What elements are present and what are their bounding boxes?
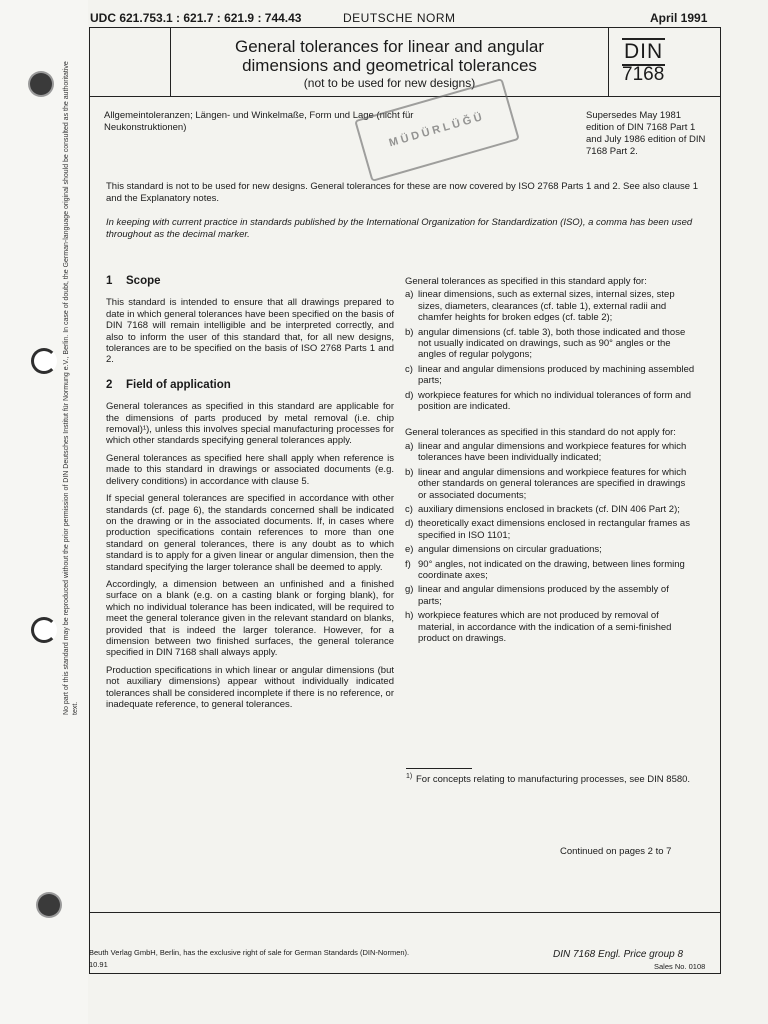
title-subtitle: (not to be used for new designs) bbox=[303, 76, 476, 90]
list-label: a) bbox=[405, 440, 414, 452]
list-label: d) bbox=[405, 518, 414, 530]
sales-number: Sales No. 0108 bbox=[654, 962, 706, 971]
title-box bbox=[170, 27, 609, 97]
paragraph: General tolerances as specified here shall apply when reference is made to this standard in drawings or associated documents (e.g. delivery conditions) in accordance with clause 5. bbox=[106, 452, 394, 487]
list-item bbox=[405, 390, 695, 413]
not-apply-intro: General tolerances as specified in this standard do not apply for: bbox=[405, 427, 676, 439]
title-line-1: General tolerances for linear and angular bbox=[234, 37, 545, 56]
list-text: linear and angular dimensions and workpiece features for which other standards on general tolerances are specified in drawings or associated documents; bbox=[418, 466, 687, 501]
list-label: c) bbox=[405, 363, 413, 375]
binder-ring-icon bbox=[31, 348, 57, 374]
list-text: workpiece features which are not produced by removal of material, in accordance with the indication of a semi-finished product on drawings. bbox=[418, 610, 672, 644]
list-text: linear and angular dimensions produced by machining assembled parts; bbox=[418, 363, 695, 387]
apply-list bbox=[405, 289, 695, 412]
scope-paragraph: This standard is intended to ensure that all drawings prepared to date in which general tolerances have been specified on the basis of DIN 7168 will remain intelligible and be interpreted correctly, and also to inform the user of this standard that, for all new designs, tolerances are to be specified on the basis of ISO 2768 Parts 1 and 2. bbox=[106, 297, 394, 366]
section-number: 2 bbox=[106, 378, 113, 391]
footnote-divider bbox=[406, 768, 472, 769]
list-item bbox=[405, 467, 695, 501]
footer-divider bbox=[89, 912, 720, 913]
paragraph: Production specifications in which linear or angular dimensions (but not auxiliary dimensions) appear without individually indicated tolerances shall be considered incomplete if there is no reference, or inadequate reference, to general tolerances. bbox=[106, 664, 394, 710]
list-item bbox=[405, 584, 695, 607]
title-line-2: dimensions and geometrical tolerances bbox=[242, 56, 537, 75]
list-label: g) bbox=[405, 584, 414, 596]
paragraph: If special general tolerances are specified in accordance with other standards (cf. page 6), the standards concerned shall be indicated on the drawing or in the associated documents. If, in cases where production specifications contain references to more than one standard on general tolerances, there is any doubt as to which standard is to apply for a given linear or angular dimension, then the standard specifying the larger tolerance shall be deemed to apply. bbox=[106, 493, 394, 573]
list-text: angular dimensions on circular graduations; bbox=[418, 544, 602, 556]
list-label: a) bbox=[405, 289, 414, 301]
punch-hole-icon bbox=[30, 73, 52, 95]
german-title: Allgemeintoleranzen; Längen- und Winkelmaße, Form und Lage (nicht für Neukonstruktionen) bbox=[104, 110, 414, 133]
left-margin-strip bbox=[0, 0, 88, 1024]
notice-text: This standard is not to be used for new designs. General tolerances for these are now covered by ISO 2768 Parts 1 and 2. See also clause 1 and the Explanatory notes. bbox=[106, 181, 698, 204]
list-label: b) bbox=[405, 466, 414, 478]
list-item bbox=[405, 441, 695, 464]
list-text: linear and angular dimensions and workpiece features for which tolerances have been individually indicated; bbox=[418, 440, 687, 464]
supersedes-note: Supersedes May 1981 edition of DIN 7168 Part 1 and July 1986 edition of DIN 7168 Part 2. bbox=[586, 110, 706, 157]
din-number: 7168 bbox=[622, 64, 665, 85]
publisher-note: Beuth Verlag GmbH, Berlin, has the exclusive right of sale for German Standards (DIN-Normen). bbox=[89, 948, 410, 957]
section-title: Field of application bbox=[126, 378, 231, 391]
right-column bbox=[405, 276, 695, 647]
list-label: e) bbox=[405, 544, 414, 556]
list-item bbox=[405, 504, 695, 515]
not-apply-list bbox=[405, 441, 695, 645]
list-text: theoretically exact dimensions enclosed in rectangular frames as specified in ISO 1101; bbox=[418, 518, 690, 541]
binder-ring-icon bbox=[31, 617, 57, 643]
list-item bbox=[405, 289, 695, 323]
list-label: f) bbox=[405, 558, 411, 570]
section-2-heading bbox=[106, 380, 394, 391]
list-text: auxiliary dimensions enclosed in brackets (cf. DIN 406 Part 2); bbox=[418, 503, 680, 515]
list-text: angular dimensions (cf. table 3), both those indicated and those not usually indicated on drawings, such as 90° angles or the angles of regular polygons; bbox=[418, 326, 686, 361]
section-number: 1 bbox=[106, 275, 113, 287]
section-1-heading bbox=[106, 276, 394, 287]
footnote bbox=[406, 774, 696, 785]
list-item bbox=[405, 544, 695, 555]
list-label: d) bbox=[405, 389, 414, 401]
header-divider bbox=[89, 96, 720, 97]
list-text: linear dimensions, such as external sizes, internal sizes, step sizes, diameters, clearances (cf. table 1), external radii and chamfer heights for broken edges (cf. table 2); bbox=[418, 289, 675, 324]
list-text: linear and angular dimensions produced by the assembly of parts; bbox=[418, 584, 669, 607]
copyright-side-note: No part of this standard may be reproduced without the prior permission of DIN Deutsches Institut für Normung e.V., Berlin. In case of doubt, the German-language original should be consulted as the authoritative text. bbox=[63, 61, 79, 715]
list-label: c) bbox=[405, 503, 413, 515]
document-reference: DIN 7168 Engl. Price group 8 bbox=[553, 949, 684, 960]
list-item bbox=[405, 518, 695, 541]
revision-code: 10.91 bbox=[89, 960, 108, 969]
list-item bbox=[405, 327, 695, 361]
udc-code: UDC 621.753.1 : 621.7 : 621.9 : 744.43 bbox=[90, 11, 302, 25]
left-column bbox=[106, 276, 394, 716]
apply-intro: General tolerances as specified in this standard apply for: bbox=[405, 276, 647, 287]
iso-note: In keeping with current practice in standards published by the International Organization for Standardization (ISO), a comma has been used throughout as the decimal marker. bbox=[106, 217, 693, 240]
footnote-mark: 1) bbox=[406, 773, 413, 780]
punch-hole-icon bbox=[38, 894, 60, 916]
list-text: 90° angles, not indicated on the drawing, between lines forming coordinate axes; bbox=[418, 558, 685, 581]
list-item bbox=[405, 610, 695, 644]
norm-label: DEUTSCHE NORM bbox=[343, 11, 456, 25]
din-logo: DIN bbox=[622, 38, 665, 66]
ink-stamp: MÜDÜRLÜĞÜ bbox=[354, 78, 520, 182]
section-title: Scope bbox=[126, 275, 161, 287]
list-text: workpiece features for which no individual tolerances of form and position are indicated. bbox=[418, 389, 692, 413]
list-item bbox=[405, 364, 695, 387]
list-label: h) bbox=[405, 610, 414, 622]
continued-note: Continued on pages 2 to 7 bbox=[560, 846, 672, 857]
paragraph: Accordingly, a dimension between an unfinished and a finished surface on a blank (e.g. on a casting blank or forging blank), for which no individual tolerance has been indicated, will be required to meet the general tolerance given in the relevant standard on blanks, provided that is indeed the larger tolerance. However, for a dimension between two finished surfaces, the general tolerance specified in DIN 7168 shall always apply. bbox=[106, 578, 394, 659]
issue-date: April 1991 bbox=[650, 11, 708, 25]
paragraph: General tolerances as specified in this standard are applicable for the dimensions of parts produced by metal removal (i.e. chip removal)¹), unless this involves special manufacturing processes for which other standards specifying general tolerances apply. bbox=[106, 401, 394, 447]
list-label: b) bbox=[405, 326, 414, 338]
footnote-text: For concepts relating to manufacturing processes, see DIN 8580. bbox=[416, 774, 691, 785]
list-item bbox=[405, 559, 695, 582]
